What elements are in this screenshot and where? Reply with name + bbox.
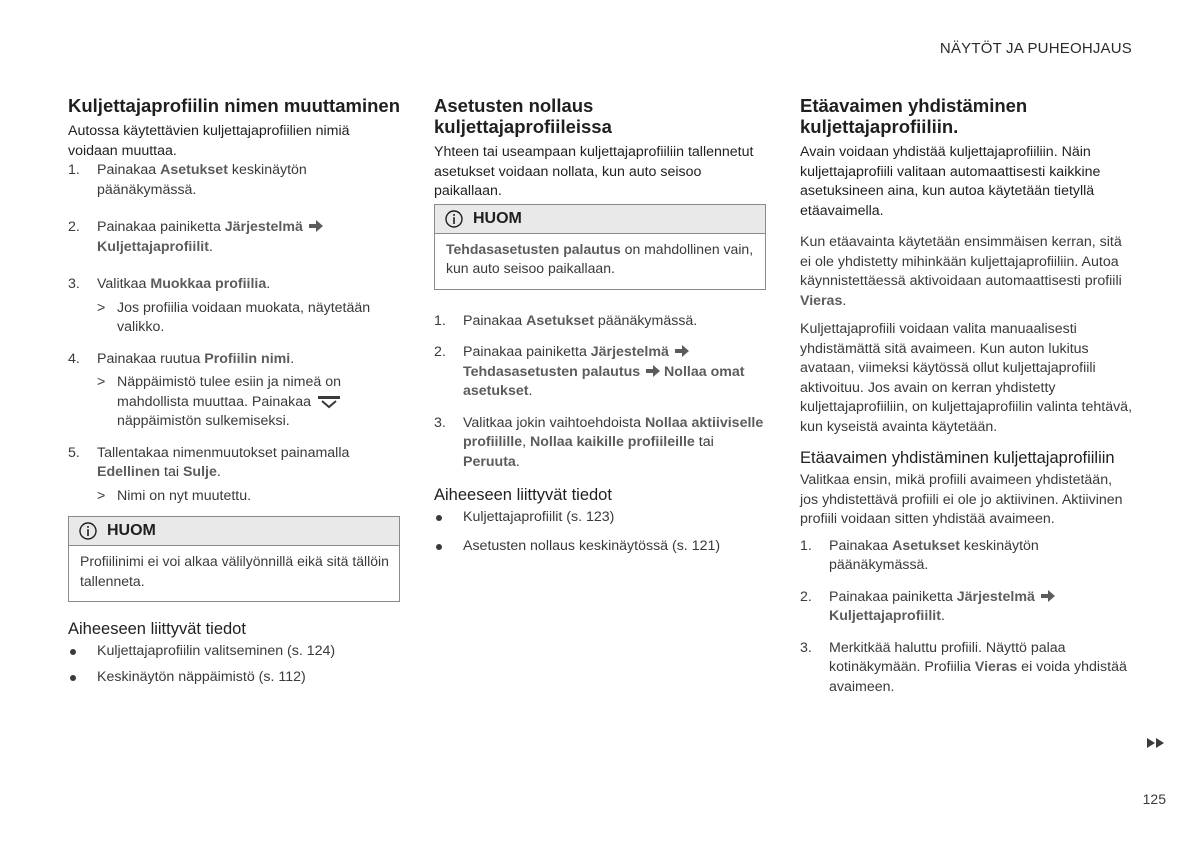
step-text: Painakaa painiketta: [829, 588, 957, 605]
step-text: Valitkaa: [97, 276, 151, 292]
related-link[interactable]: Kuljettajaprofiilit (s. 123): [434, 508, 766, 528]
note-body: [435, 234, 765, 289]
note-box: [68, 516, 400, 602]
step-text: .: [528, 383, 533, 399]
step-text: tai: [160, 464, 183, 480]
page-header: NÄYTÖT JA PUHEOHJAUS: [939, 40, 1132, 57]
column-reset-settings: [434, 95, 766, 562]
step-text: .: [208, 238, 213, 255]
step-1: [68, 161, 400, 200]
result-text: Näppäimistö tulee esiin ja nimeä on mahdollista muuttaa. Painakaa: [117, 374, 341, 410]
step-text: keskinäytön päänäkymässä.: [829, 537, 1039, 573]
ui-term: Vieras: [974, 659, 1018, 675]
right-arrow-icon: [675, 345, 689, 357]
paragraph: [800, 233, 1132, 311]
related-list: [68, 642, 400, 687]
note-text: Profiilinimi ei voi alkaa välilyönnillä eikä sitä tällöin tallenneta.: [80, 553, 389, 589]
step-number: 1.: [434, 312, 446, 329]
steps-list: [68, 161, 400, 506]
step-result: > Jos profiilia voidaan muokata, näytetään valikko.: [97, 299, 371, 335]
note-header: [69, 517, 399, 546]
subsection-title: Etäavaimen yhdistäminen kuljettajaprofiiliin: [800, 449, 1115, 467]
step-number: 3.: [434, 414, 446, 431]
ui-term: Asetukset: [160, 162, 228, 178]
ui-term: Edellinen: [97, 464, 161, 480]
ui-term: Asetukset: [892, 537, 960, 554]
related-link[interactable]: Keskinäytön näppäimistö (s. 112): [68, 668, 400, 688]
note-text: on mahdollinen vain, kun auto seisoo paikallaan.: [446, 240, 754, 276]
step-2: [800, 588, 1132, 627]
keyboard-hide-icon: [317, 395, 341, 409]
step-text: .: [515, 453, 520, 470]
step-4: [68, 350, 400, 432]
fast-forward-icon: [1147, 737, 1165, 749]
paragraph: Kuljettajaprofiili voidaan valita manuaalisesti yhdistämättä sitä avaimeen. Kun auton lukitus avataan, viimeksi käytössä ollut kuljettajaprofiili aktivoituu. Jos avain on kerran yhdistetty kuljettajaprofiiliin, on kuljettajaprofiilin valinta tehtävä, kun kyseistä avainta käytetään.: [800, 321, 1133, 435]
right-arrow-icon: [309, 220, 323, 232]
ui-term: Nollaa kaikille profiileille: [530, 434, 695, 450]
right-arrow-icon: [646, 365, 660, 377]
step-3: [68, 275, 400, 338]
note-title: HUOM: [473, 209, 522, 227]
ui-term: Peruuta: [463, 453, 516, 470]
step-2: [434, 343, 766, 402]
note-header: [435, 205, 765, 234]
column-key-pairing: [800, 95, 1132, 697]
related-link[interactable]: Asetusten nollaus keskinäytössä (s. 121): [434, 537, 766, 557]
step-number: 3.: [800, 639, 812, 656]
section-title: Asetusten nollaus kuljettajaprofiileissa: [434, 95, 612, 137]
step-1: [800, 537, 1132, 576]
step-number: 3.: [68, 276, 80, 292]
ui-term: Nollaa aktiiviselle profiilille: [463, 414, 764, 450]
column-rename-profile: [68, 95, 400, 693]
ui-term: Nollaa omat asetukset: [463, 363, 745, 399]
ui-term: Järjestelmä: [956, 588, 1035, 605]
ui-term: Asetukset: [526, 312, 594, 329]
step-3: [800, 639, 1132, 698]
paragraph-text: .: [842, 292, 847, 309]
step-number: 2.: [434, 344, 446, 360]
step-text: Valitkaa jokin vaihtoehdoista: [463, 414, 645, 431]
related-list: [434, 508, 766, 556]
paragraph: Valitkaa ensin, mikä profiili avaimeen yhdistetään, jos yhdistettävä profiili ei ole jo aktiivinen. Aktiivinen profiili voidaan sitten yhdistää avaimeen.: [800, 472, 1123, 527]
step-text: ei voida yhdistää avaimeen.: [829, 659, 1127, 695]
step-text: Painakaa: [97, 162, 161, 178]
step-result: > Näppäimistö tulee esiin ja nimeä on mahdollista muuttaa. Painakaa näppäimistön sulkemiseksi.: [97, 374, 341, 429]
step-text: Painakaa: [829, 537, 893, 554]
step-text: .: [290, 350, 295, 367]
step-number: 4.: [68, 350, 80, 367]
ui-term: Tehdasasetusten palautus: [446, 240, 621, 257]
result-text: Jos profiilia voidaan muokata, näytetään valikko.: [117, 299, 371, 335]
step-number: 5.: [68, 444, 80, 461]
paragraph-text: Kun etäavainta käytetään ensimmäisen kerran, sitä ei ole yhdistetty mihinkään kuljettajaprofiiliin. Autoa käynnistettäessä aktivoidaan automaattisesti profiili: [800, 234, 1122, 289]
step-text: .: [940, 608, 945, 624]
step-3: [434, 414, 766, 473]
step-5: [68, 444, 400, 507]
step-number: 2.: [800, 588, 812, 605]
step-text: Painakaa: [463, 312, 527, 329]
ui-term: Kuljettajaprofiilit: [829, 608, 941, 624]
info-icon: [445, 210, 463, 228]
ui-term: Muokkaa profiilia: [150, 276, 267, 292]
step-text: keskinäytön päänäkymässä.: [97, 162, 307, 198]
ui-term: Profiilin nimi: [204, 350, 291, 367]
note-box: [434, 204, 766, 290]
related-title: Aiheeseen liittyvät tiedot: [434, 486, 612, 504]
step-text: Merkitkää haluttu profiili. Näyttö palaa kotinäkymään. Profiilia: [829, 639, 1066, 675]
step-text: tai: [694, 434, 714, 450]
result-text: näppäimistön sulkemiseksi.: [117, 413, 290, 429]
steps-list: [800, 537, 1132, 698]
info-icon: [79, 522, 97, 540]
step-2: [68, 218, 400, 257]
step-result: > Nimi on nyt muutettu.: [97, 487, 252, 504]
step-number: 2.: [68, 219, 80, 235]
section-title: Kuljettajaprofiilin nimen muuttaminen: [68, 95, 400, 116]
ui-term: Järjestelmä: [224, 219, 303, 235]
ui-term: Vieras: [800, 292, 843, 309]
result-text: Nimi on nyt muutettu.: [117, 487, 252, 504]
ui-term: Tehdasasetusten palautus: [463, 363, 641, 380]
related-link[interactable]: Kuljettajaprofiilin valitseminen (s. 124): [68, 642, 400, 662]
intro-text: Yhteen tai useampaan kuljettajaprofiiliin tallennetut asetukset voidaan nollata, kun auto seisoo paikallaan.: [434, 144, 754, 199]
ui-term: Järjestelmä: [590, 344, 669, 360]
ui-term: Sulje: [182, 464, 217, 480]
step-text: päänäkymässä.: [593, 312, 698, 329]
steps-list: [434, 312, 766, 473]
step-text: .: [216, 464, 221, 480]
step-text: Painakaa ruutua: [97, 350, 205, 367]
step-text: ,: [522, 434, 531, 450]
step-1: [434, 312, 766, 332]
related-title: Aiheeseen liittyvät tiedot: [68, 620, 246, 638]
step-text: .: [266, 276, 271, 292]
step-text: Painakaa painiketta: [97, 219, 225, 235]
step-text: Tallentakaa nimenmuutokset painamalla: [97, 444, 350, 461]
right-arrow-icon: [1041, 590, 1055, 602]
step-number: 1.: [800, 537, 812, 554]
page-number: 125: [1142, 791, 1166, 807]
intro-text: Autossa käytettävien kuljettajaprofiilien nimiä voidaan muuttaa.: [68, 123, 350, 159]
intro-text: Avain voidaan yhdistää kuljettajaprofiiliin. Näin kuljettajaprofiili valitaan automaattisesti kaikkine asetuksineen aina, kun autoa käytetään tietyllä etäavaimella.: [800, 144, 1101, 219]
ui-term: Kuljettajaprofiilit: [97, 238, 209, 255]
section-title: Etäavaimen yhdistäminen kuljettajaprofiiliin.: [800, 95, 1028, 137]
step-text: Painakaa painiketta: [463, 344, 591, 360]
note-title: HUOM: [107, 522, 156, 539]
step-number: 1.: [68, 162, 80, 178]
